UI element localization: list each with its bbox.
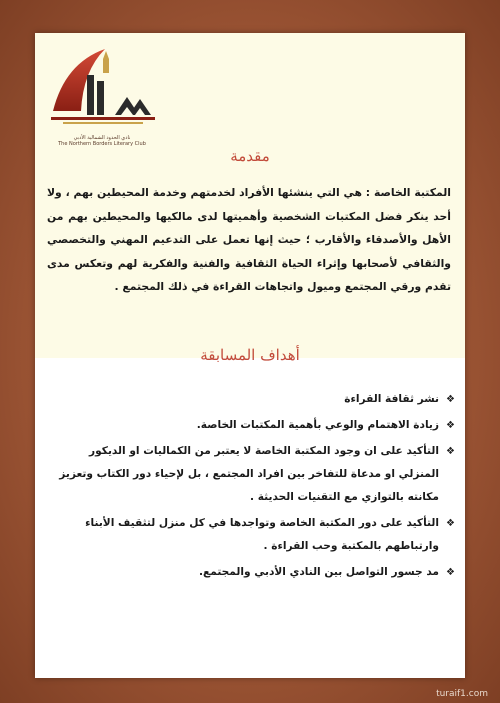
logo-arabic-name: نادي الحدود الشمالية الأدبي (73, 135, 131, 141)
diamond-bullet-icon: ❖ (446, 420, 455, 431)
diamond-bullet-icon: ❖ (446, 446, 455, 457)
document-page (35, 33, 465, 678)
goal-item (49, 512, 455, 558)
goal-item (49, 561, 455, 584)
goal-item (49, 440, 455, 509)
logo-caption (43, 135, 161, 147)
logo-english-name: The Northern Borders Literary Club (58, 141, 146, 147)
goal-text: مد جسور التواصل بين النادي الأدبي والمجتمع. (198, 566, 439, 578)
goal-text: التأكيد على ان وجود المكتبة الخاصة لا يعتبر من الكماليات او الديكور المنزلي او مدعاة للتفاخر بين افراد المجتمع ، بل لإحياء دور الكتاب وتعزيز مكانته بالتوازي مع التقنيات الحديثة . (59, 445, 439, 503)
site-watermark: turaif1.com (436, 689, 488, 699)
intro-title: مقدمة (230, 147, 270, 165)
intro-paragraph: المكتبة الخاصة : هي التي ينشئها الأفراد لخدمتهم وخدمة المحيطين بهم ، ولا أحد ينكر فضل المكتبات الشخصية وأهميتها لدى مالكيها والمحيطين بهم من الأهل والأصدقاء والأقارب ؛ حيث إنها تعمل على التدعيم المهني والتخصصي والثقافي لأصحابها وإثراء الحياة الثقافية والفنية والفكرية لهم وتعكس مدى تقدم ورقي المجتمع وميول واتجاهات القراءة في ذلك المجتمع . (47, 186, 451, 293)
club-logo (43, 41, 161, 137)
diamond-bullet-icon: ❖ (446, 518, 455, 529)
goal-text: نشر ثقافة القراءة (344, 393, 439, 405)
goals-title: أهداف المسابقة (200, 346, 300, 364)
goal-item (49, 414, 455, 437)
goal-text: زيادة الاهتمام والوعي بأهمية المكتبات الخاصة. (196, 419, 439, 431)
goal-item (49, 388, 455, 411)
goals-list (49, 388, 455, 587)
goal-text: التأكيد على دور المكتبة الخاصة وتواجدها في كل منزل لتثقيف الأبناء وارتباطهم بالمكتبة وحب القراءة . (85, 517, 439, 552)
diamond-bullet-icon: ❖ (446, 394, 455, 405)
diamond-bullet-icon: ❖ (446, 567, 455, 578)
